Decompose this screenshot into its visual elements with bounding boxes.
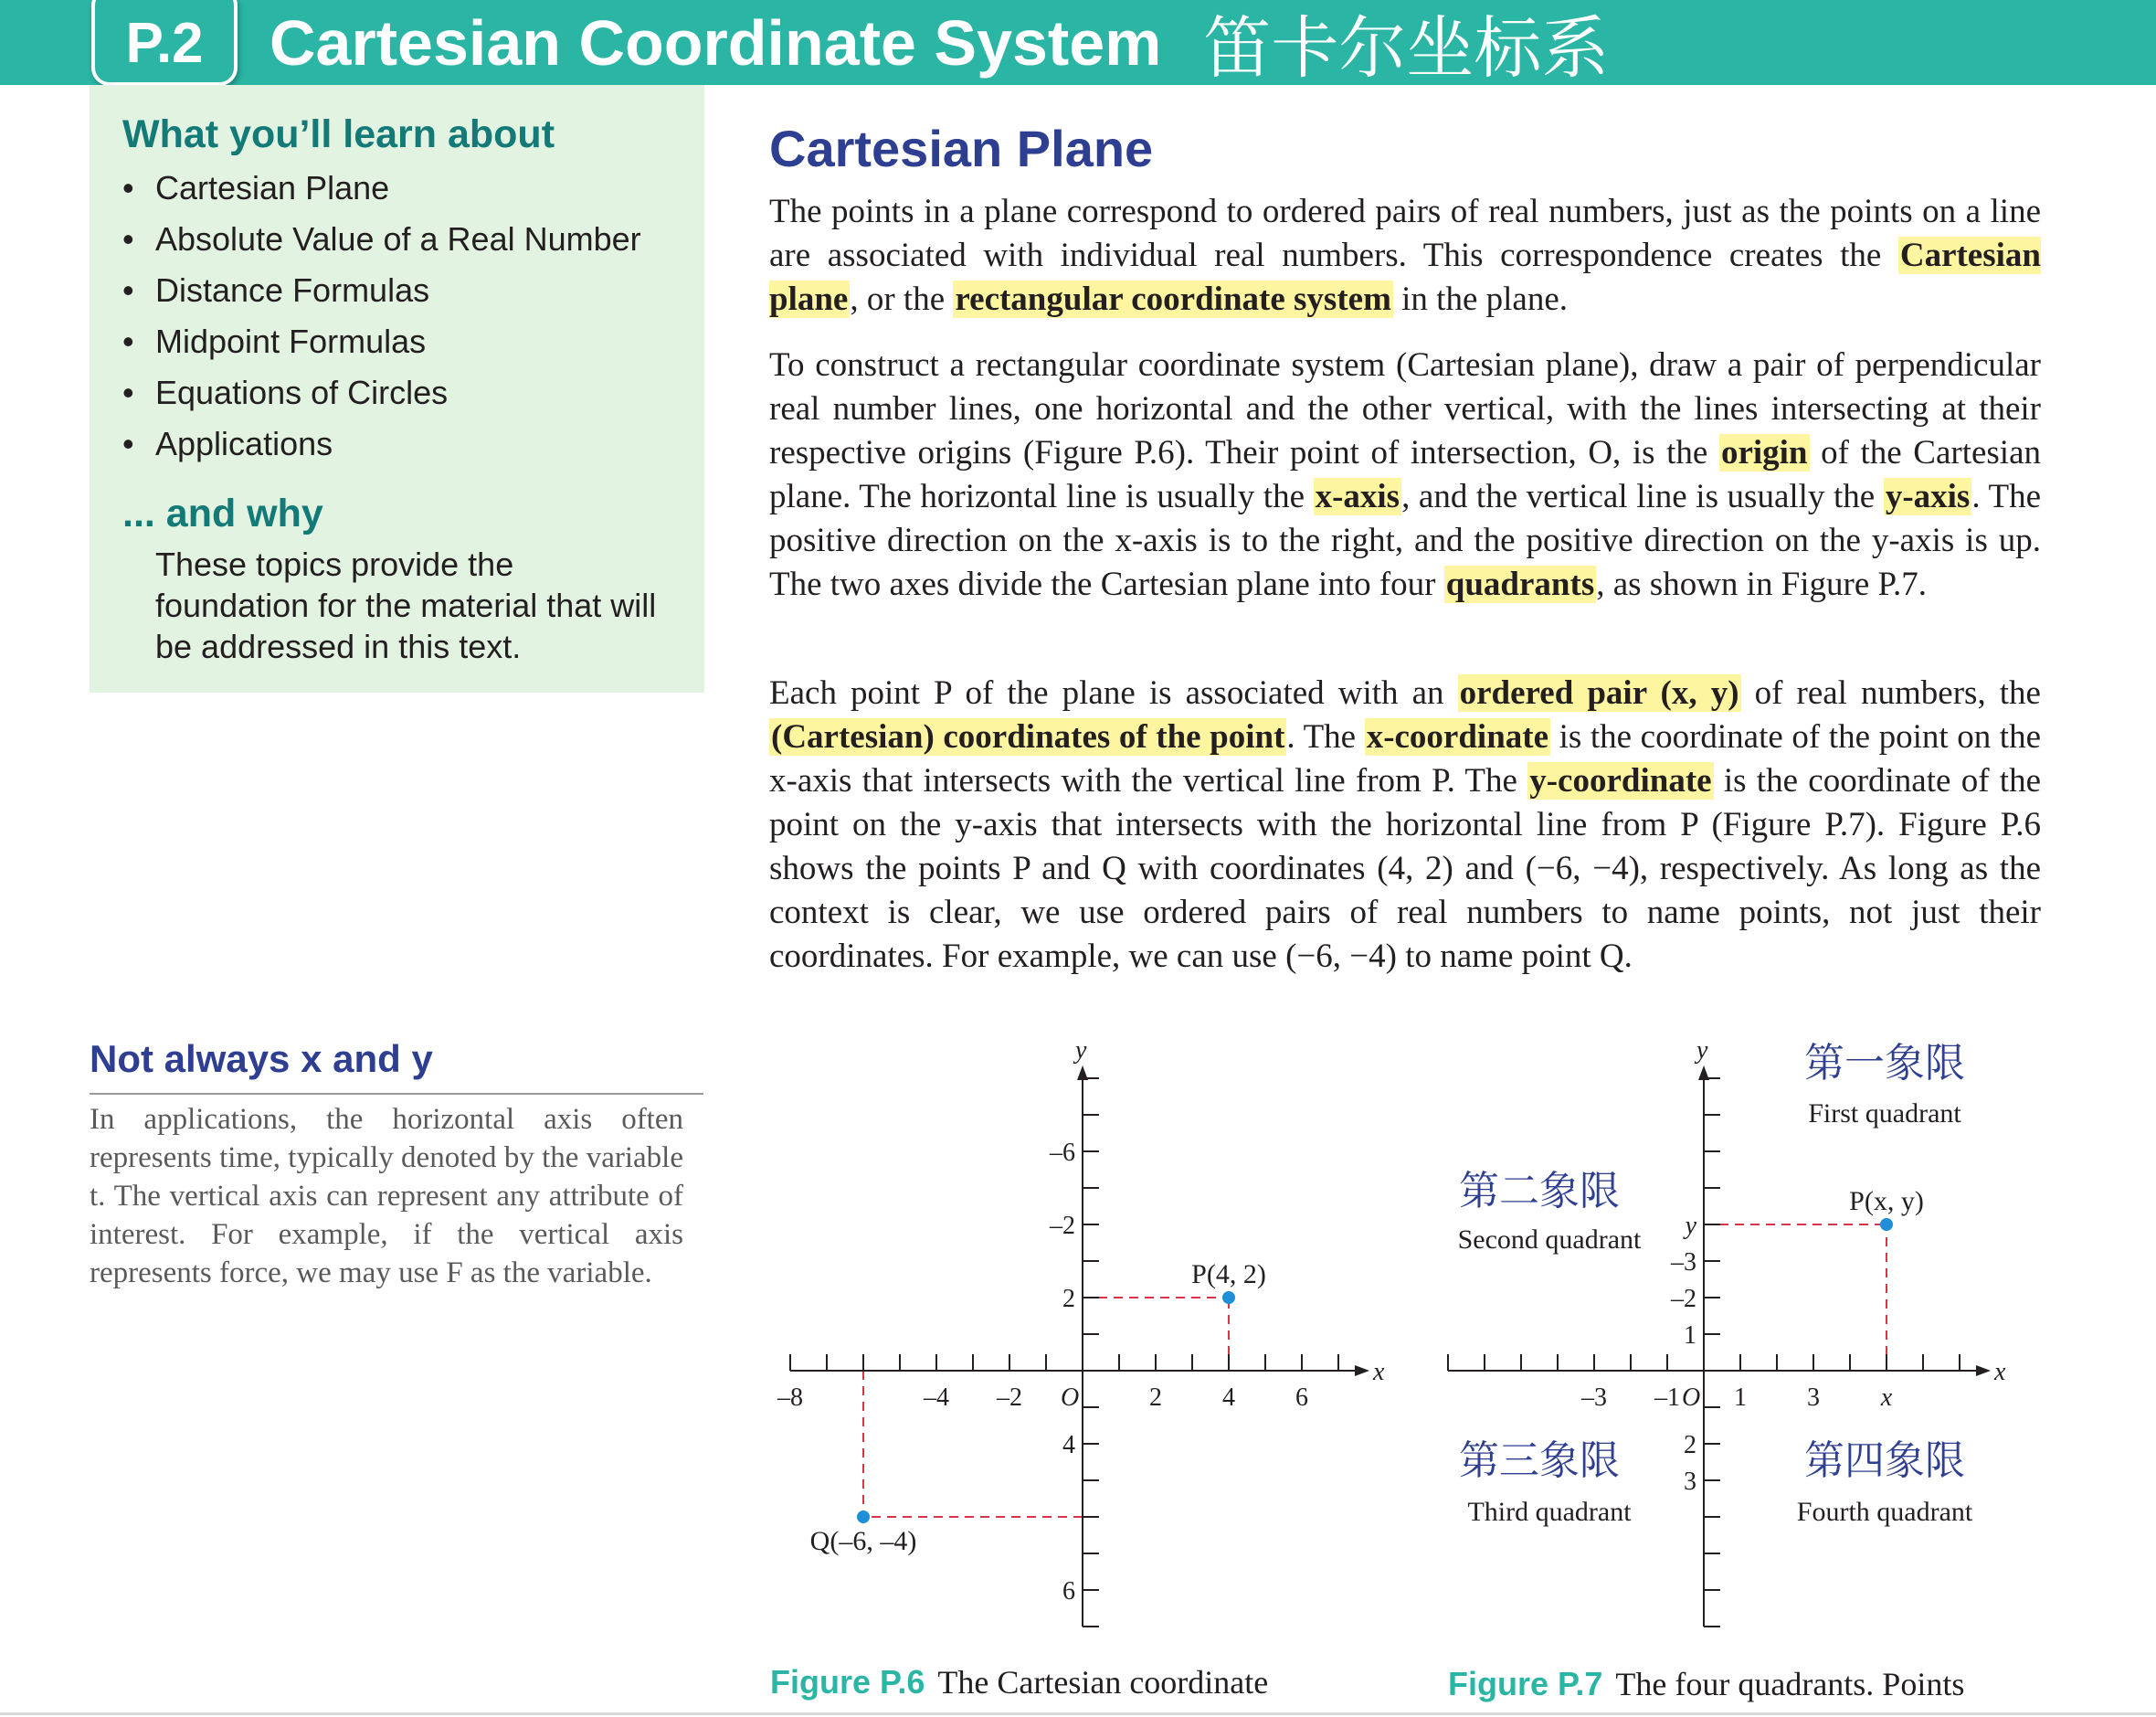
origin-label: O <box>1682 1383 1701 1412</box>
x-tick-label: –3 <box>1581 1383 1607 1412</box>
chapter-title <box>270 2 1610 88</box>
learn-about-box <box>90 85 704 693</box>
x-coordinate-marker: x <box>1880 1383 1893 1412</box>
learn-topic-item: • Cartesian Plane <box>122 163 704 214</box>
figure-p6-caption-label: Figure P.6 <box>770 1663 925 1701</box>
highlighted-term: y-coordinate <box>1529 762 1712 800</box>
y-tick-label: 2 <box>1684 1431 1696 1459</box>
text-run: . The positive direction on the x-axis is to the right, and the positive direction on the y-axis is up. The two axes divide the Cartesian plane into four <box>769 478 2042 603</box>
point-p <box>1222 1291 1235 1304</box>
learn-topic-item: • Midpoint Formulas <box>122 316 704 367</box>
paragraph-2 <box>769 344 2041 607</box>
x-tick-label: 1 <box>1734 1383 1747 1412</box>
x-tick-label: –1 <box>1654 1383 1680 1412</box>
highlighted-term: x-coordinate <box>1366 718 1549 756</box>
y-axis-label: y <box>1075 1042 1087 1065</box>
quadrant-1-chinese: 第一象限 <box>1804 1042 1965 1086</box>
learn-topic-item: • Absolute Value of a Real Number <box>122 214 704 265</box>
figure-p6 <box>763 1042 1402 1701</box>
figure-p6-caption-text: The Cartesian coordinate <box>937 1664 1269 1701</box>
bottom-divider <box>0 1712 2156 1715</box>
quadrant-2-label: Second quadrant <box>1457 1224 1642 1255</box>
note-title: Not always x and y <box>90 1037 433 1080</box>
y-axis-label: y <box>1696 1042 1708 1065</box>
y-tick-label: 2 <box>1062 1285 1075 1313</box>
y-tick-label: 1 <box>1684 1321 1696 1350</box>
figure-p6-dashes <box>863 1298 1229 1517</box>
text-run: is the coordinate of the point on the y-axis that intersects with the horizontal line from P (Figure P.7). Figure P.6 shows the points P and Q with coordinates (4, 2) and (−6, −4), respectively. As long as the context is clear, we use ordered pairs of real numbers to name points, not just their coordinates. For example, we can use (−6, −4) to name point Q. <box>769 762 2041 975</box>
learn-topic-item: • Distance Formulas <box>122 265 704 316</box>
figure-p7-caption-label: Figure P.7 <box>1448 1665 1603 1702</box>
point-p-label: P(4, 2) <box>1191 1259 1266 1289</box>
section-number-badge: P.2 <box>91 0 238 86</box>
y-tick-label: –2 <box>1671 1285 1696 1313</box>
x-axis-arrow <box>1976 1365 1991 1376</box>
quadrant-1-label: First quadrant <box>1808 1098 1961 1129</box>
text-run: , as shown in Figure P.7. <box>1596 566 1928 603</box>
figure-p7-caption-text: The four quadrants. Points <box>1615 1666 1965 1702</box>
text-run: The points in a plane correspond to ordered pairs of real numbers, just as the points on a line are associated with individual real numbers. This correspondence creates the <box>769 193 2041 274</box>
point-q <box>857 1510 870 1523</box>
x-tick-label: –8 <box>777 1383 803 1412</box>
text-run: Each point P of the plane is associated with an <box>769 674 1458 712</box>
point-p <box>1880 1218 1893 1231</box>
figure-p7-graph <box>1443 1042 2083 1645</box>
origin-label: O <box>1061 1383 1080 1412</box>
y-tick-label: 3 <box>1684 1468 1696 1496</box>
x-tick-label: –2 <box>997 1383 1022 1412</box>
quadrant-4-chinese: 第四象限 <box>1804 1438 1965 1483</box>
figure-p6-caption <box>770 1663 1268 1701</box>
highlighted-term: rectangular coordinate system <box>955 281 1391 318</box>
why-text: These topics provide the foundation for the material that will be addressed in this text. <box>155 546 657 665</box>
point-p-label: P(x, y) <box>1849 1186 1924 1216</box>
text-run: , and the vertical line is usually the <box>1401 478 1884 515</box>
learn-heading: What you’ll learn about <box>122 112 555 156</box>
figure-p7-dashes <box>1704 1224 1886 1371</box>
text-run: , or the <box>850 281 954 318</box>
point-q-label: Q(–6, –4) <box>809 1526 917 1556</box>
figure-p7 <box>1443 1042 2083 1702</box>
quadrant-2-chinese: 第二象限 <box>1459 1169 1620 1214</box>
chapter-title-chinese: 笛卡尔坐标系 <box>1203 9 1610 88</box>
x-tick-label: 2 <box>1149 1383 1162 1412</box>
y-tick-label: –6 <box>1050 1139 1075 1167</box>
text-run: of real numbers, the <box>1740 674 2041 712</box>
figure-p7-caption <box>1448 1665 1964 1703</box>
x-tick-label: 4 <box>1222 1383 1235 1412</box>
text-run: . The <box>1286 718 1365 756</box>
text-run: To construct a rectangular coordinate system (Cartesian plane), draw a pair of perpendicular real number lines, one horizontal and the other vertical, with the lines intersecting at their respective origins (Figure P.6). Their point of intersection, O, is the <box>769 346 2041 472</box>
learn-topic-item: • Applications <box>122 419 704 470</box>
y-tick-label: –3 <box>1671 1248 1696 1277</box>
paragraph-1 <box>769 190 2041 322</box>
highlighted-term: y-axis <box>1885 478 1971 515</box>
highlighted-term: (Cartesian) coordinates of the point <box>771 718 1285 756</box>
learn-topic-item: • Equations of Circles <box>122 367 704 419</box>
y-coordinate-marker: y <box>1685 1212 1696 1240</box>
paragraph-3 <box>769 672 2041 979</box>
note-text: In applications, the horizontal axis often represents time, typically denoted by the variable t. The vertical axis can represent any attribute of interest. For example, if the vertical axis represents force, we may use F as the variable. <box>90 1103 683 1289</box>
y-tick-label: 4 <box>1062 1431 1075 1459</box>
x-tick-label: –4 <box>924 1383 949 1412</box>
x-axis-label: x <box>1994 1358 2006 1386</box>
y-tick-label: –2 <box>1050 1212 1075 1240</box>
section-title: Cartesian Plane <box>769 120 1154 177</box>
x-axis-label: x <box>1373 1358 1385 1386</box>
figure-p6-graph <box>763 1042 1402 1645</box>
y-tick-label: 6 <box>1062 1577 1075 1606</box>
text-run: is the coordinate of the point on the x-axis that intersects with the vertical line from P. The <box>769 718 2041 800</box>
x-tick-label: 6 <box>1295 1383 1308 1412</box>
chapter-title-english: Cartesian Coordinate System <box>270 7 1162 79</box>
learn-topic-list <box>122 163 704 470</box>
text-run: of the Cartesian plane. The horizontal line is usually the <box>769 434 2042 515</box>
text-run: in the plane. <box>1392 281 1568 318</box>
quadrant-3-label: Third quadrant <box>1467 1497 1632 1527</box>
highlighted-term: Cartesian plane <box>769 237 2041 318</box>
note-divider <box>90 1093 703 1095</box>
highlighted-term: quadrants <box>1445 566 1595 603</box>
highlighted-term: origin <box>1720 434 1808 472</box>
figure-p7-axes <box>1448 1065 1991 1627</box>
highlighted-term: x-axis <box>1315 478 1400 515</box>
quadrant-4-label: Fourth quadrant <box>1796 1497 1973 1527</box>
x-axis-arrow <box>1355 1365 1369 1376</box>
quadrant-3-chinese: 第三象限 <box>1459 1438 1620 1483</box>
why-heading: ... and why <box>122 492 323 535</box>
x-tick-label: 3 <box>1807 1383 1820 1412</box>
highlighted-term: ordered pair (x, y) <box>1459 674 1739 712</box>
